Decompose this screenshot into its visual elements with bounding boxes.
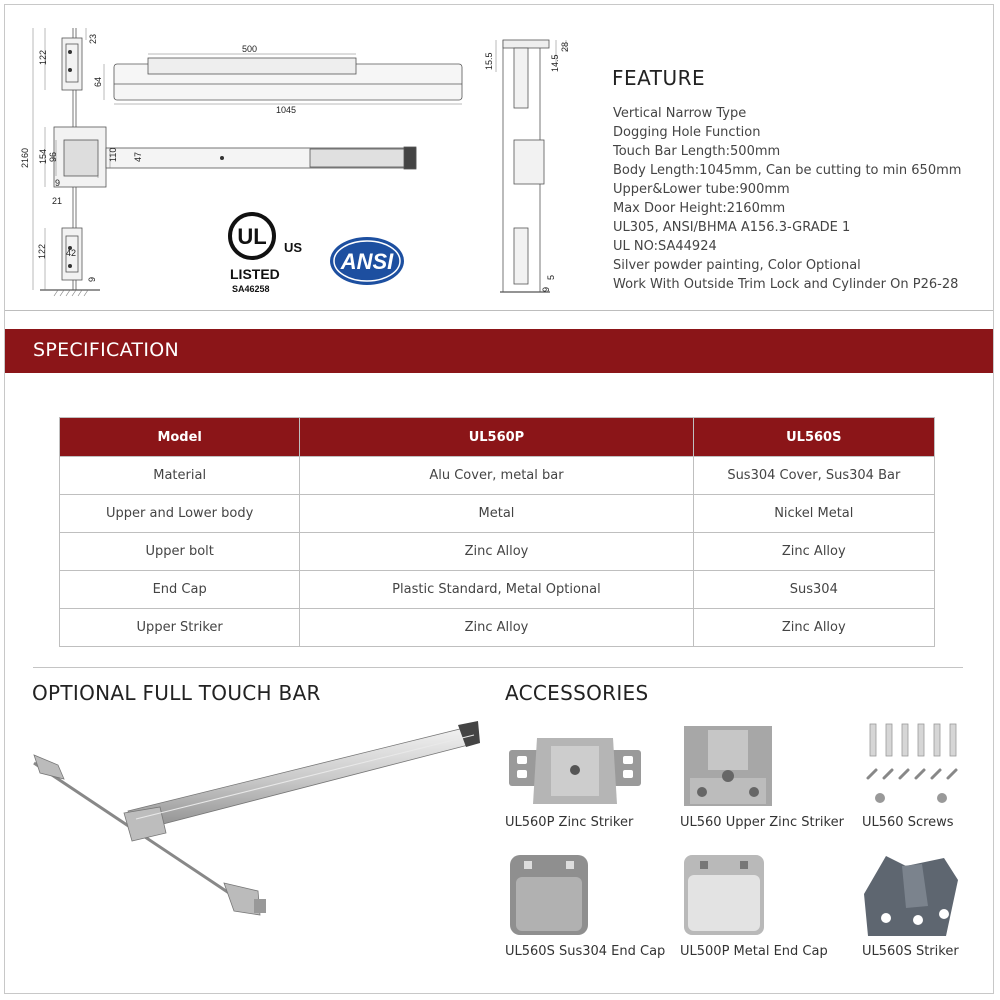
dim-47: 47 bbox=[133, 151, 143, 162]
accessory-label: UL560 Screws bbox=[862, 815, 954, 830]
technical-drawing bbox=[0, 0, 600, 300]
zinc-striker-image bbox=[505, 728, 645, 812]
specification-table bbox=[59, 417, 935, 647]
metal-end-cap-image bbox=[682, 853, 766, 937]
dim-9-floor: 9 bbox=[87, 276, 97, 282]
dim-42: 42 bbox=[66, 248, 77, 258]
feature-item: Upper&Lower tube:900mm bbox=[613, 182, 790, 197]
dim-2160: 2160 bbox=[20, 147, 30, 168]
accessories-title: ACCESSORIES bbox=[505, 681, 649, 705]
header-model: Model bbox=[60, 418, 300, 457]
ul-country: US bbox=[284, 240, 303, 255]
specification-banner bbox=[5, 329, 993, 373]
table-row bbox=[60, 609, 935, 647]
table-cell: Nickel Metal bbox=[693, 495, 934, 533]
dim-96: 96 bbox=[48, 151, 58, 162]
feature-item: Work With Outside Trim Lock and Cylinder On P26-28 bbox=[613, 277, 959, 292]
table-cell: Alu Cover, metal bar bbox=[300, 457, 693, 495]
ul-listed-logo bbox=[230, 214, 302, 294]
dim-1045: 1045 bbox=[276, 105, 297, 115]
dim-21: 21 bbox=[52, 196, 63, 206]
feature-item: Silver powder painting, Color Optional bbox=[613, 258, 861, 273]
table-row bbox=[60, 457, 935, 495]
dim-14-5: 14.5 bbox=[550, 54, 560, 72]
specification-title: SPECIFICATION bbox=[33, 339, 179, 361]
dim-5: 5 bbox=[546, 274, 556, 280]
table-cell: Sus304 bbox=[693, 571, 934, 609]
table-cell: Upper Striker bbox=[60, 609, 300, 647]
feature-title: FEATURE bbox=[612, 66, 706, 90]
table-header-row bbox=[60, 418, 935, 457]
section-divider bbox=[5, 310, 993, 311]
table-cell: Upper bolt bbox=[60, 533, 300, 571]
ul-listed: LISTED bbox=[230, 266, 280, 282]
feature-item: Dogging Hole Function bbox=[613, 125, 761, 140]
table-row bbox=[60, 571, 935, 609]
table-cell: Zinc Alloy bbox=[693, 533, 934, 571]
feature-item: UL NO:SA44924 bbox=[613, 239, 717, 254]
accessory-label: UL500P Metal End Cap bbox=[680, 944, 828, 959]
table-row bbox=[60, 495, 935, 533]
dim-64: 64 bbox=[93, 76, 103, 87]
dim-15-5: 15.5 bbox=[484, 52, 494, 70]
ul-mark: UL bbox=[237, 224, 267, 249]
table-cell: Zinc Alloy bbox=[300, 609, 693, 647]
full-touch-bar-image bbox=[28, 715, 488, 925]
table-cell: Plastic Standard, Metal Optional bbox=[300, 571, 693, 609]
section-divider bbox=[33, 667, 963, 668]
dim-122-upper: 122 bbox=[38, 49, 48, 65]
accessory-label: UL560S Sus304 End Cap bbox=[505, 944, 666, 959]
feature-list bbox=[613, 104, 961, 294]
accessory-label: UL560P Zinc Striker bbox=[505, 815, 634, 830]
dim-500: 500 bbox=[242, 44, 258, 54]
table-cell: Sus304 Cover, Sus304 Bar bbox=[693, 457, 934, 495]
header-ul560s: UL560S bbox=[693, 418, 934, 457]
optional-touch-bar-title: OPTIONAL FULL TOUCH BAR bbox=[32, 681, 321, 705]
dim-9-right: 9 bbox=[541, 286, 551, 292]
table-cell: Zinc Alloy bbox=[693, 609, 934, 647]
table-cell: Zinc Alloy bbox=[300, 533, 693, 571]
feature-item: Max Door Height:2160mm bbox=[613, 201, 786, 216]
feature-item: UL305, ANSI/BHMA A156.3-GRADE 1 bbox=[613, 220, 851, 235]
table-row bbox=[60, 533, 935, 571]
dim-23: 23 bbox=[88, 33, 98, 44]
dim-154: 154 bbox=[38, 148, 48, 164]
dim-9-left: 9 bbox=[55, 178, 61, 188]
accessory-label: UL560 Upper Zinc Striker bbox=[680, 815, 844, 830]
table-cell: Material bbox=[60, 457, 300, 495]
dim-28: 28 bbox=[560, 41, 570, 52]
table-cell: Upper and Lower body bbox=[60, 495, 300, 533]
ul-number: SA46258 bbox=[232, 284, 270, 294]
feature-item: Vertical Narrow Type bbox=[613, 106, 747, 121]
header-ul560p: UL560P bbox=[300, 418, 693, 457]
table-cell: End Cap bbox=[60, 571, 300, 609]
ansi-text: ANSI bbox=[340, 249, 394, 274]
accessory-label: UL560S Striker bbox=[862, 944, 959, 959]
table-cell: Metal bbox=[300, 495, 693, 533]
sus304-end-cap-image bbox=[506, 853, 592, 937]
feature-item: Body Length:1045mm, Can be cutting to min 650mm bbox=[613, 163, 962, 178]
dim-110: 110 bbox=[108, 147, 118, 162]
screws-image bbox=[858, 720, 966, 810]
feature-item: Touch Bar Length:500mm bbox=[613, 144, 781, 159]
ansi-logo bbox=[330, 237, 404, 285]
ul560s-striker-image bbox=[862, 850, 962, 938]
upper-zinc-striker-image bbox=[682, 724, 774, 810]
dim-122-lower: 122 bbox=[37, 243, 47, 259]
